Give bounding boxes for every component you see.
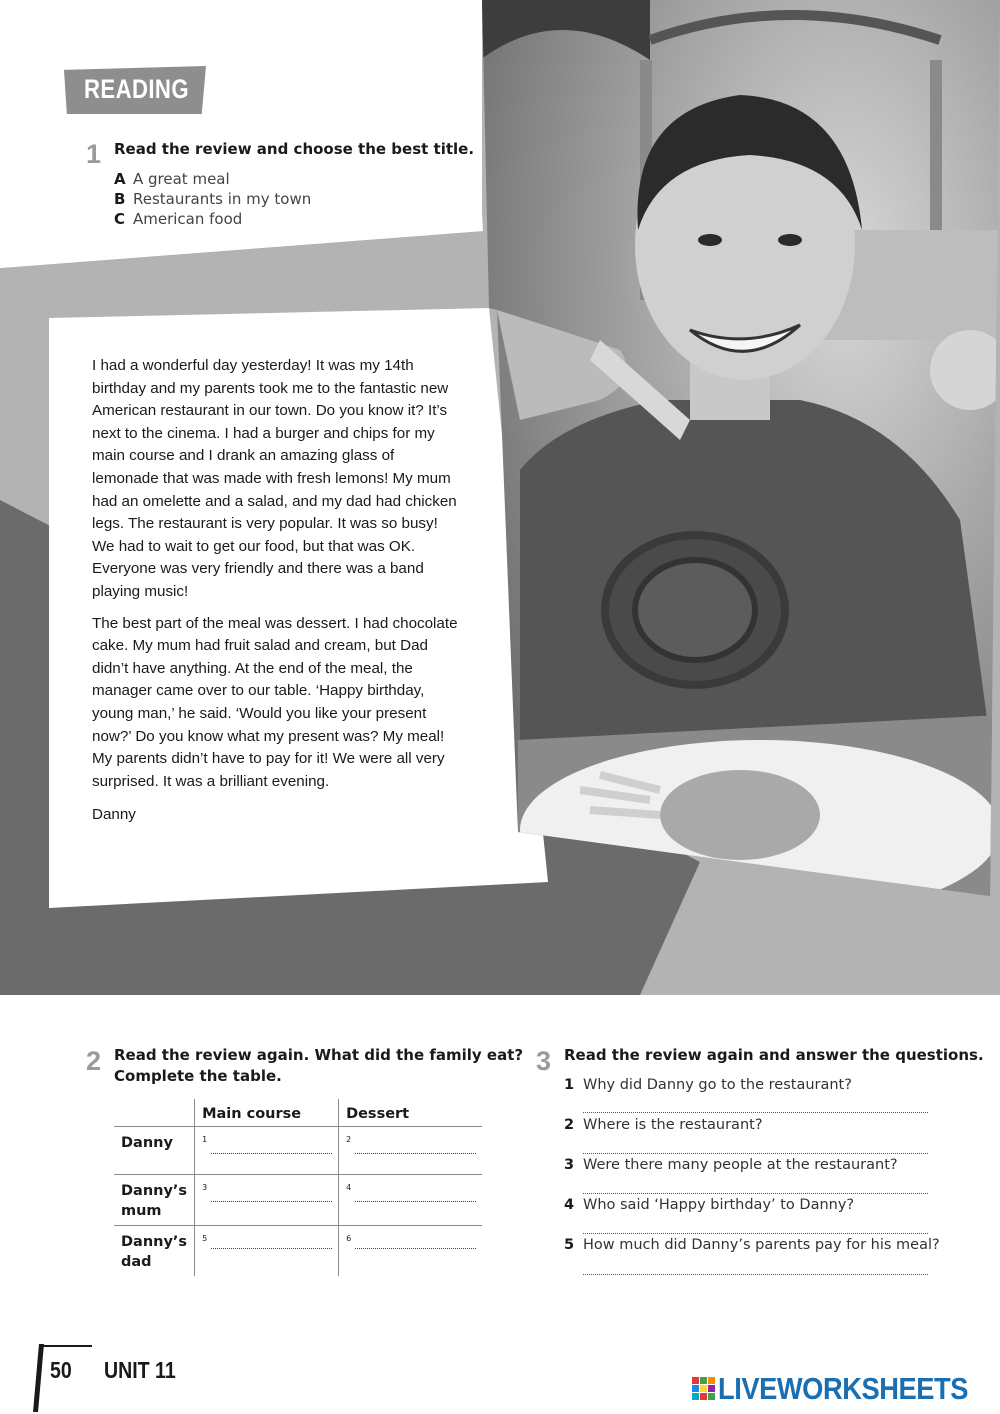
question-number: 2 bbox=[564, 1117, 575, 1133]
answer-line-5[interactable] bbox=[583, 1274, 928, 1275]
option-letter: A bbox=[114, 170, 126, 188]
footer-rule bbox=[40, 1345, 92, 1347]
question-text: Were there many people at the restaurant? bbox=[583, 1157, 898, 1173]
question-text: Why did Danny go to the restaurant? bbox=[583, 1077, 852, 1093]
table-row bbox=[114, 1127, 482, 1175]
blank-number: 1 bbox=[202, 1135, 208, 1144]
exercise-1-instruction: Read the review and choose the best title. bbox=[114, 140, 475, 158]
answer-line-3[interactable] bbox=[583, 1193, 928, 1194]
row-header: Danny’s mum bbox=[114, 1175, 195, 1226]
option-b[interactable] bbox=[114, 190, 311, 208]
answer-cell-5[interactable] bbox=[195, 1226, 339, 1277]
answer-line[interactable] bbox=[355, 1153, 476, 1154]
blank-number: 4 bbox=[346, 1183, 352, 1192]
option-letter: B bbox=[114, 190, 126, 208]
table-row bbox=[114, 1226, 482, 1277]
exercise-3-instruction: Read the review again and answer the questions. bbox=[564, 1046, 984, 1064]
answer-line-4[interactable] bbox=[583, 1233, 928, 1234]
blank-number: 5 bbox=[202, 1234, 208, 1243]
option-c[interactable] bbox=[114, 210, 242, 228]
exercise-3-number: 3 bbox=[536, 1046, 552, 1076]
review-signature: Danny bbox=[92, 806, 136, 824]
answer-line[interactable] bbox=[211, 1201, 332, 1202]
exercise-2-instruction-line1: Read the review again. What did the family eat? bbox=[114, 1046, 524, 1064]
answer-line[interactable] bbox=[355, 1248, 476, 1249]
question-number: 3 bbox=[564, 1157, 575, 1173]
answer-line[interactable] bbox=[211, 1248, 332, 1249]
option-text: A great meal bbox=[133, 170, 230, 188]
question-number: 1 bbox=[564, 1077, 575, 1093]
question-number: 4 bbox=[564, 1197, 575, 1213]
question-text: How much did Danny’s parents pay for his meal? bbox=[583, 1237, 940, 1253]
question-1 bbox=[564, 1077, 852, 1093]
col-header-dessert: Dessert bbox=[339, 1099, 483, 1127]
blank-number: 6 bbox=[346, 1234, 352, 1243]
table-row bbox=[114, 1175, 482, 1226]
question-4 bbox=[564, 1197, 854, 1213]
answer-line-1[interactable] bbox=[583, 1112, 928, 1113]
review-paragraph-2: The best part of the meal was dessert. I had chocolate cake. My mum had fruit salad and cream, but Dad didn’t have anything. At the end of the meal, the manager came over to our table. ‘Happy birthday, young man,’ he said. ‘Would you like your present now?’ Do you know what my present was? My meal! My parents didn’t have to pay for it! We were all very surprised. It was a brilliant evening. bbox=[92, 614, 458, 790]
exercise-2-instruction-line2: Complete the table. bbox=[114, 1067, 282, 1085]
col-header-main-course: Main course bbox=[195, 1099, 339, 1127]
review-text bbox=[92, 355, 464, 827]
option-text: Restaurants in my town bbox=[133, 190, 312, 208]
answer-line[interactable] bbox=[211, 1153, 332, 1154]
answer-line[interactable] bbox=[355, 1201, 476, 1202]
exercise-2-instruction bbox=[114, 1045, 523, 1087]
option-letter: C bbox=[114, 210, 126, 228]
section-title: READING bbox=[84, 74, 189, 104]
question-3 bbox=[564, 1157, 898, 1173]
option-a[interactable] bbox=[114, 170, 230, 188]
review-paragraph-1: I had a wonderful day yesterday! It was my 14th birthday and my parents took me to the fantastic new American restaurant in our town. Do you know it? It’s next to the cinema. I had a burger and chips for my main course and I drank an amazing glass of lemonade that was made with fresh lemons! My mum had an omelette and a salad, and my dad had chicken legs. The restaurant is very popular. It was so busy! We had to wait to get our food, but that was OK. Everyone was very friendly and there was a band playing music! bbox=[92, 357, 457, 600]
blank-number: 3 bbox=[202, 1183, 208, 1192]
question-text: Where is the restaurant? bbox=[583, 1117, 763, 1133]
unit-label: UNIT 11 bbox=[104, 1357, 176, 1383]
liveworksheets-brand: LIVEWORKSHEETS bbox=[718, 1371, 969, 1406]
question-2 bbox=[564, 1117, 763, 1133]
exercise-1-number: 1 bbox=[86, 139, 102, 169]
answer-cell-4[interactable] bbox=[339, 1175, 483, 1226]
answer-cell-3[interactable] bbox=[195, 1175, 339, 1226]
option-text: American food bbox=[133, 210, 243, 228]
row-header: Danny’s dad bbox=[114, 1226, 195, 1277]
page-number: 50 bbox=[50, 1357, 72, 1383]
answer-cell-6[interactable] bbox=[339, 1226, 483, 1277]
exercise-2-number: 2 bbox=[86, 1046, 102, 1076]
food-table bbox=[114, 1099, 482, 1276]
blank-number: 2 bbox=[346, 1135, 352, 1144]
answer-cell-1[interactable] bbox=[195, 1127, 339, 1175]
answer-line-2[interactable] bbox=[583, 1153, 928, 1154]
question-text: Who said ‘Happy birthday’ to Danny? bbox=[583, 1197, 855, 1213]
question-number: 5 bbox=[564, 1237, 575, 1253]
liveworksheets-logo-icon bbox=[692, 1377, 716, 1401]
table-corner bbox=[114, 1099, 195, 1127]
row-header: Danny bbox=[114, 1127, 195, 1175]
question-5 bbox=[564, 1237, 940, 1253]
answer-cell-2[interactable] bbox=[339, 1127, 483, 1175]
